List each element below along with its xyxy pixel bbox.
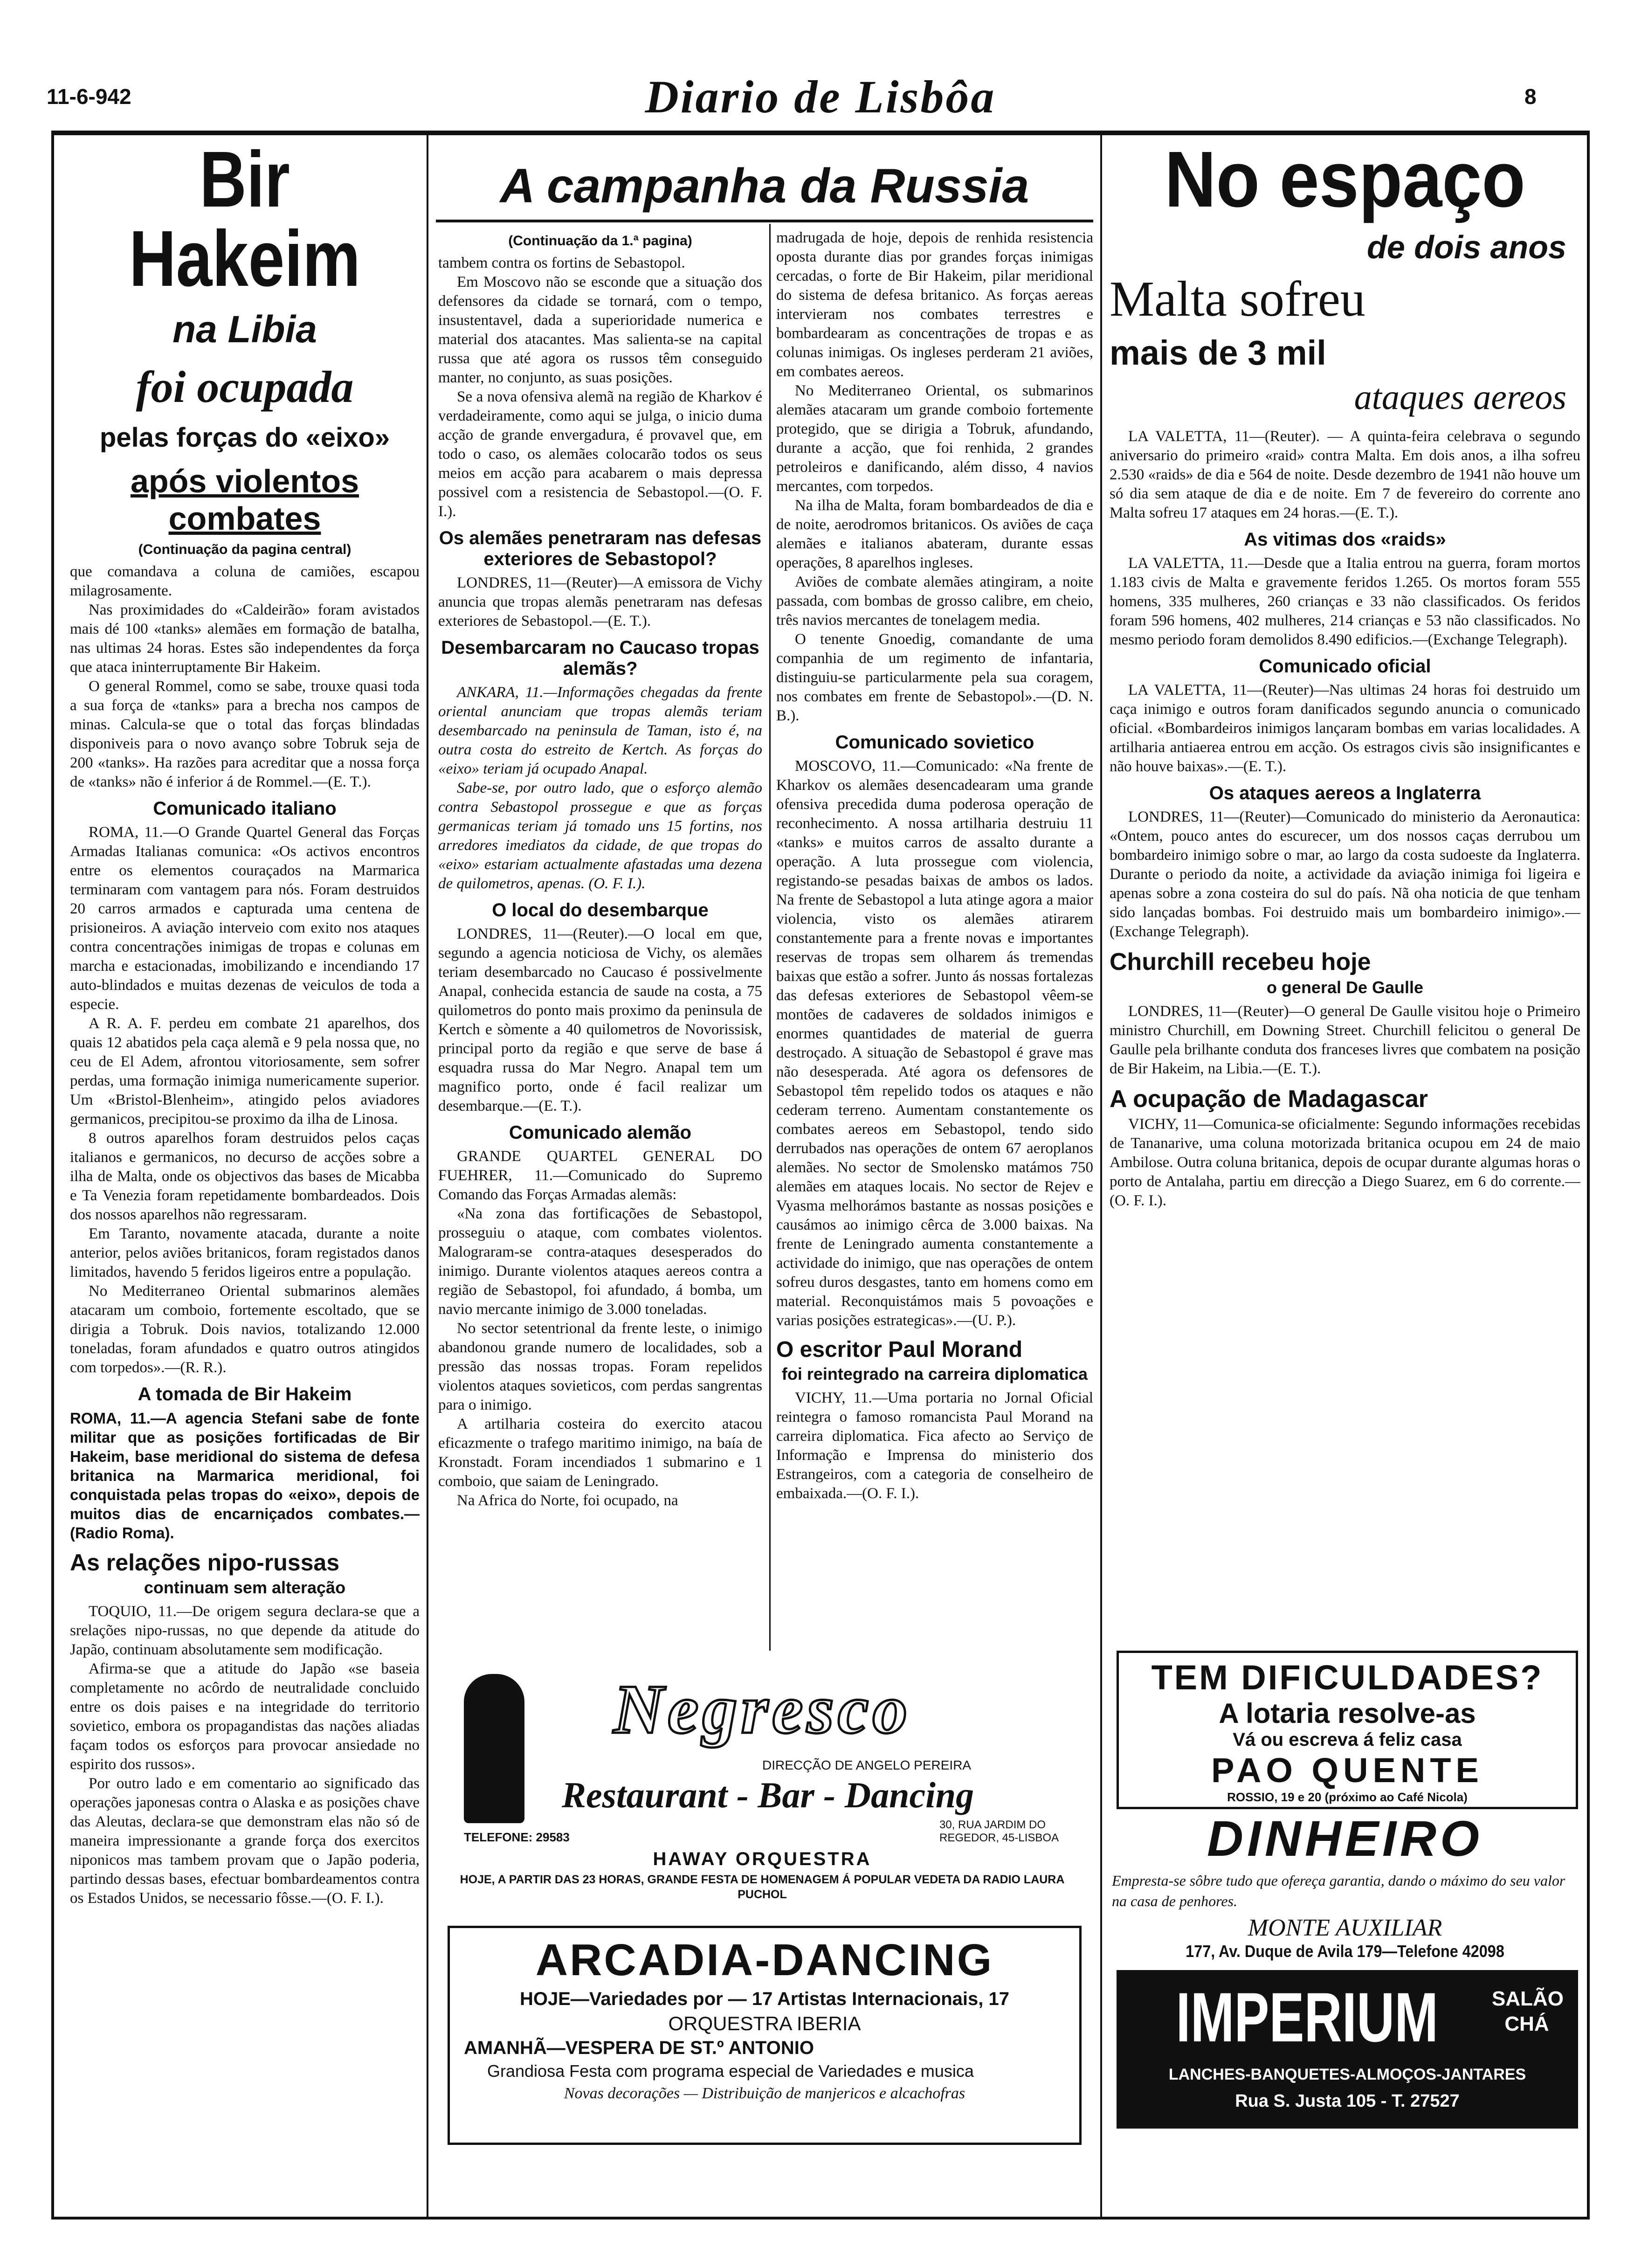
- right-border: [1587, 131, 1590, 2220]
- left-paragraph: Por outro lado e em comentario ao significado das operações japonesas contra o Alaska e as posições chave das Aleutas, declara-se que demonstram elas não só de maneira impressionante a grande força dos exercitos niponicos mas tambem provam que o Japão poderia, partindo dessas bases, efectuar bombardeamentos contra os Estados Unidos, se necessario fôsse.—(O. F. I.).: [70, 1775, 420, 1907]
- middle-paragraph: Em Moscovo não se esconde que a situação dos defensores da cidade se tornará, com o tempo, insustentavel, dada a superioridade numerica e material dos atacantes. Mas salienta-se na capital russa que até agora os russos têm conseguido manter, no conjunto, as suas posições.: [438, 274, 762, 386]
- middle-paragraph: O tenente Gnoedig, comandante de uma companhia de um regimento de infantaria, distinguiu-se particularmente pela sua coragem, nos combates em frente de Sebastopol».—(D. N. B.).: [776, 631, 1093, 724]
- middle-paragraph: Aviões de combate alemães atingiram, a noite passada, com bombas de grosso calibre, em cheio, três navios mercantes de tonelagem media.: [776, 574, 1093, 629]
- middle-subhead-sebastopol: Os alemães penetraram nas defesas exteriores de Sebastopol?: [439, 528, 762, 569]
- arcadia-line-4: Grandiosa Festa com programa especial de Variedades e musica: [487, 2061, 974, 2081]
- left-paragraph: No Mediterraneo Oriental submarinos alemães atacaram um comboio, fortemente escoltado, que se dirigia a Tobruk. Dois navios, totalizando 12.000 toneladas, foram afundados e quatro outros atingidos com torpedos».—(R. R.).: [70, 1283, 420, 1376]
- left-deck-1: na Libia: [172, 308, 317, 351]
- right-deck-4: ataques aereos: [1354, 378, 1566, 417]
- middle-paragraph: Se a nova ofensiva alemã na região de Kharkov é verdadeiramente, como aqui se julga, o inicio duma acção de grande envergadura, é provavel que, em todo o caso, os alemães colocarão todos os seus meios em acção para acabarem o mais depressa possivel com a resistencia de Sebastopol.—(O. F. I.).: [438, 388, 762, 520]
- left-subhead-italian: Comunicado italiano: [153, 798, 337, 819]
- left-deck-2: foi ocupada: [136, 362, 354, 412]
- right-headline: No espaço: [1165, 140, 1525, 224]
- imperium-line-1: LANCHES-BANQUETES-ALMOÇOS-JANTARES: [1168, 2066, 1526, 2083]
- right-subhead-inglaterra: Os ataques aereos a Inglaterra: [1209, 783, 1481, 803]
- left-continued-note: (Continuação da pagina central): [138, 542, 352, 557]
- middle-paragraph: A artilharia costeira do exercito atacou eficazmente o trafego maritimo inimigo, na baía de Kronstadt. Foram incendiados 1 submarino e 1 comboio, que saiam de Leningrado.: [438, 1416, 762, 1490]
- middle-subhead-sovietico: Comunicado sovietico: [835, 732, 1034, 753]
- negresco-event: HOJE, A PARTIR DAS 23 HORAS, GRANDE FESTA DE HOMENAGEM Á POPULAR VEDETA DA RADIO LAURA PUCHOL: [460, 1873, 1065, 1901]
- arcadia-title: ARCADIA-DANCING: [535, 1935, 994, 1985]
- right-subhead-vitimas: As vitimas dos «raids»: [1244, 529, 1446, 550]
- negresco-orchestra: HAWAY ORQUESTRA: [653, 1849, 872, 1869]
- left-paragraph: Em Taranto, novamente atacada, durante a noite anterior, pelos aviões britanicos, foram registados danos limitados, havendo 5 feridos ligeiros entre a população.: [70, 1225, 420, 1280]
- masthead: [0, 0, 1641, 126]
- middle-paragraph: Na ilha de Malta, foram bombardeados de dia e de noite, aerodromos britanicos. Os aviões de caça alemães e italianos abateram, durante essas operações, 8 aparelhos ingleses.: [776, 497, 1093, 571]
- negresco-figure: [464, 1674, 524, 1823]
- russia-banner: A campanha da Russia: [436, 159, 1093, 222]
- negresco-logo: Negresco: [613, 1671, 911, 1748]
- right-deck-1: de dois anos: [1367, 229, 1566, 265]
- middle-banner: [436, 159, 1093, 224]
- middle-paragraph: tambem contra os fortins de Sebastopol.: [438, 255, 685, 271]
- column-rule-1: [427, 135, 428, 2217]
- imperium-side: SALÃO CHÁ: [1492, 1987, 1564, 2035]
- lotaria-line-1: TEM DIFICULDADES?: [1151, 1658, 1544, 1697]
- left-paragraph: 8 outros aparelhos foram destruidos pelos caças italianos e germanicos, no decurso de acções sobre a ilha de Malta, onde os objectivos das bases de Micabba e Ta Venezia foram repetidamente bombardeados. Dois dos nossos aparelhos não regressaram.: [70, 1130, 420, 1223]
- right-paragraph: LA VALETTA, 11—(Reuter)—Nas ultimas 24 horas foi destruido um caça inimigo e outros foram danificados segundo anuncia o comunicado oficial. «Bombardeiros inimigos lançaram bombas em varias localidades. A artilharia antiaerea entrou em acção. Os estragos civis são insignificantes e não houve baixas».—(E. T.).: [1110, 682, 1580, 775]
- middle-column-a: [438, 228, 762, 1655]
- middle-paragraph: LONDRES, 11—(Reuter).—O local em que, segundo a agencia noticiosa de Vichy, os alemães teriam desembarcado no Caucaso é possivelmente Anapal, conhecida estancia de saude na costa, a 75 quilometros do ponto mais proximo da peninsula de Kertch e sòmente a 40 quilometros de Novorissisk, principal porto da região e que serve de base á esquadra russa do Mar Negro. Anapal tem um magnifico porto, onde é facil realizar um desembarque.—(E. T.).: [438, 926, 762, 1114]
- middle-paragraph: No Mediterraneo Oriental, os submarinos alemães atacaram um grande comboio fortemente protegido, que se dirigia a Tobruk, afundando, durante a acção, que foi renhida, 2 grandes petroleiros e danificando, além disso, 4 navios mercantes, com torpedos.: [776, 382, 1093, 495]
- left-paragraph: Afirma-se que a atitude do Japão «se baseia completamente no acôrdo de neutralidade concluido entre os dois paises e na integridade do territorio sovietico, embora os propagandistas das nações aliadas façam todos os esforços para provocar ansiedade no espirito dos russos».: [70, 1660, 420, 1773]
- left-column: [70, 140, 420, 2210]
- negresco-direction: DIRECÇÃO DE ANGELO PEREIRA: [762, 1758, 972, 1772]
- right-subhead-oficial: Comunicado oficial: [1259, 656, 1431, 677]
- right-paragraph: LONDRES, 11—(Reuter)—O general De Gaulle visitou hoje o Primeiro ministro Churchill, em Downing Street. Churchill felicitou o general De Gaulle pela brilhante conduta dos franceses livres que combatem na posição de Bir Hakeim, na Libia.—(E. T.).: [1110, 1003, 1580, 1077]
- arcadia-line-3: AMANHÃ—VESPERA DE ST.º ANTONIO: [464, 2038, 814, 2058]
- dinheiro-title: DINHEIRO: [1207, 1810, 1483, 1867]
- left-subhead-nipo-russas-deck: continuam sem alteração: [144, 1578, 346, 1597]
- imperium-name: IMPERIUM: [1176, 1978, 1438, 2056]
- column-rule-mid: [769, 224, 771, 1651]
- right-column: [1110, 140, 1580, 1632]
- lotaria-line-5: ROSSIO, 19 e 20 (próximo ao Café Nicola): [1227, 1790, 1468, 1804]
- dinheiro-ad: [1112, 1809, 1578, 1963]
- middle-column-b: [776, 228, 1093, 1655]
- top-rule: [51, 131, 1590, 135]
- imperium-line-2: Rua S. Justa 105 - T. 27527: [1235, 2091, 1460, 2111]
- dinheiro-name: MONTE AUXILIAR: [1248, 1915, 1442, 1941]
- dinheiro-text: Empresta-se sôbre tudo que ofereça garantia, dando o máximo do seu valor na casa de penhores.: [1112, 1872, 1565, 1909]
- right-deck-3: mais de 3 mil: [1110, 333, 1326, 372]
- issue-date: 11-6-942: [47, 84, 131, 109]
- newspaper-title: Diario de Lisbôa: [645, 71, 996, 123]
- middle-subhead-local: O local do desembarque: [492, 900, 709, 920]
- right-subhead-churchill: Churchill recebeu hoje: [1110, 948, 1371, 975]
- middle-paragraph: madrugada de hoje, depois de renhida resistencia oposta durante dias por grandes forças inimigas cercadas, o forte de Bir Hakeim, pilar meridional do sistema de defesa britanico. As forças aereas intervieram nos combates terrestres e bombardearam as concentrações de tropas e as colunas inimigas. Os ingleses perderam 21 aviões, em combates aereos.: [776, 229, 1093, 380]
- right-subhead-churchill-deck: o general De Gaulle: [1266, 978, 1424, 997]
- middle-paragraph: MOSCOVO, 11.—Comunicado: «Na frente de Kharkov os alemães desencadearam uma grande ofensiva precedida duma poderosa operação de reconhecimento. A nossa artilharia destruiu 11 «tanks» e muitos carros de assalto durante a operação. A luta prossegue com violencia, registando-se pesadas baixas de ambos os lados. Na frente de Sebastopol a luta atinge agora a maior violencia, visto os alemães atirarem constantemente para a frente novas e importantes reservas de tropas sem olharem ás tremendas baixas que estão a sofrer. Junto ás nossas fortalezas das defesas exteriores de Sebastopol vêem-se montões de cadaveres de soldados inimigos e enormes quantidades de material de guerra destroçado. A situação de Sebastopol é grave mas não desesperada. Até agora os defensores de Sebastopol têm repelido todos os ataques e não cederam terreno. Aumentam constantemente os combates aereos em Sebastopol, tendo sido derrubados nas operações de ontem 67 aeroplanos alemães. No sector de Smolensko matámos 750 alemães em ataques locais. No sector de Rejev e Vyasma melhorámos bastante as nossas posições e causámos ao inimigo cêrca de 3.000 baixas. Na frente de Leningrado aumenta constantemente a actividade do inimigo, que nas operações de ontem sofreu duros desgastes, tanto em homens como em material. Reconquistámos mais 5 povoações e varias posições estrategicas».—(U. P.).: [776, 758, 1093, 1329]
- page-number: 8: [1524, 84, 1537, 109]
- middle-paragraph: LONDRES, 11—(Reuter)—A emissora de Vichy anuncia que tropas alemãs penetraram nas defesas exteriores de Sebastopol.—(E. T.).: [438, 574, 762, 629]
- negresco-address: 30, RUA JARDIM DO REGEDOR, 45-LISBOA: [939, 1819, 1059, 1844]
- middle-subhead-morand-deck: foi reintegrado na carreira diplomatica: [781, 1364, 1088, 1383]
- middle-paragraph: GRANDE QUARTEL GENERAL DO FUEHRER, 11.—Comunicado do Supremo Comando das Forças Armadas alemãs:: [438, 1148, 762, 1203]
- right-paragraph: LA VALETTA, 11—(Reuter). — A quinta-feira celebrava o segundo aniversario do primeiro «raid» contra Malta. Em dois anos, a ilha sofreu 2.530 «raids» de dia e 564 de noite. Desde dezembro de 1941 não houve um só dia sem ataque de dia e de noite. Em 7 de fevereiro do corrente ano Malta sofreu 17 ataques em 24 horas.—(E. T.).: [1110, 428, 1580, 521]
- imperium-ad: [1117, 1970, 1578, 2129]
- left-deck-4: após violentos combates: [130, 463, 359, 537]
- left-headline: Bir Hakeim: [129, 140, 360, 303]
- middle-continued-note: (Continuação da 1.ª pagina): [508, 233, 692, 249]
- middle-paragraph: No sector setentrional da frente leste, o inimigo abandonou grande numero de localidades, sob a pressão das nossas tropas. Foram repelidos violentos ataques sovieticos, com perdas sangrentas para o inimigo.: [438, 1320, 762, 1413]
- negresco-ad: [436, 1665, 1089, 1902]
- lotaria-ad: [1117, 1651, 1578, 1809]
- left-subhead-bir-hakeim: A tomada de Bir Hakeim: [138, 1384, 352, 1404]
- arcadia-line-5: Novas decorações — Distribuição de manjericos e alcachofras: [564, 2085, 965, 2102]
- right-subhead-madagascar: A ocupação de Madagascar: [1110, 1086, 1428, 1113]
- right-paragraph: LONDRES, 11—(Reuter)—Comunicado do ministerio da Aeronautica: «Ontem, pouco antes do escurecer, um dos nossos caças derrubou um bombardeiro inimigo sobre o mar, ao largo da costa sudoeste da Inglaterra. Durante o periodo da noite, a actividade da aviação inimiga foi ligeira e apenas sobre a zona costeira do sul do país. Nã oha noticia de que tenham sido lançadas bombas. Foi destruido mais um bombardeiro inimigo».—(Exchange Telegraph).: [1110, 809, 1580, 940]
- arcadia-ad: [448, 1926, 1082, 2145]
- spacer: [1110, 418, 1580, 427]
- negresco-phone: TELEFONE: 29583: [464, 1830, 570, 1844]
- left-paragraph: A R. A. F. perdeu em combate 21 aparelhos, dos quais 12 abatidos pela caça alemã e 9 pela nossa que, no ceu de El Adem, afrontou vitoriosamente, sem sofrer perdas, uma formação inimiga numericamente superior. Um «Bristol-Blenheim», atingido pelos aviadores germanicos, precipitou-se proximo da ilha de Linosa.: [70, 1015, 420, 1127]
- left-bold-paragraph: ROMA, 11.—A agencia Stefani sabe de fonte militar que as posições fortificadas de Bir Hakeim, base meridional do sistema de defesa britanica na Marmarica meridional, foi conquistada pelas tropas do «eixo», depois de muitos dias de encarniçados combates.—(Radio Roma).: [70, 1410, 420, 1542]
- right-paragraph: LA VALETTA, 11.—Desde que a Italia entrou na guerra, foram mortos 1.183 civis de Malta e gravemente feridos 1.265. Os mortos foram 555 homens, 335 mulheres, 260 crianças e 33 não classificados. Os feridos foram 596 homens, 402 mulheres, 214 crianças e 53 não classificados. No mesmo periodo foram demolidos 8.490 edificios.—(Exchange Telegraph).: [1110, 555, 1580, 648]
- left-subhead-nipo-russas: As relações nipo-russas: [70, 1549, 340, 1576]
- middle-subhead-alemao: Comunicado alemão: [509, 1122, 692, 1143]
- middle-paragraph: Sabe-se, por outro lado, que o esforço alemão contra Sebastopol prossegue e que as forças germanicas teriam já tomado uns 15 fortins, nos arredores imediatos da cidade, de que tropas do «eixo» estariam actualmente afastadas uma dezena de quilometros, apenas. (O. F. I.).: [438, 780, 762, 892]
- left-border: [51, 131, 54, 2220]
- middle-paragraph: «Na zona das fortificações de Sebastopol, prosseguiu o ataque, com combates violentos. Malograram-se contra-ataques desesperados do inimigo. Durante violentos ataques aereos contra a região de Sebastopol, foi afundado, á bomba, um navio mercante inimigo de 3.000 toneladas.: [438, 1205, 762, 1318]
- arcadia-line-1: HOJE—Variedades por — 17 Artistas Internacionais, 17: [519, 1989, 1010, 2009]
- arcadia-line-2: ORQUESTRA IBERIA: [668, 2012, 861, 2034]
- middle-paragraph: Na Africa do Norte, foi ocupado, na: [457, 1492, 678, 1509]
- left-paragraph: que comandava a coluna de camiões, escapou milagrosamente.: [70, 563, 420, 599]
- right-paragraph: VICHY, 11—Comunica-se oficialmente: Segundo informações recebidas de Tananarive, uma coluna motorizada britanica ocupou em 24 de maio Ambilose. Outra coluna britanica, depois de ocupar durante algumas horas o porto de Antalaha, partiu em direcção a Diego Suarez, em 6 do corrente.—(O. F. I.).: [1110, 1116, 1580, 1209]
- negresco-tagline: Restaurant - Bar - Dancing: [562, 1775, 974, 1815]
- middle-paragraph: VICHY, 11.—Uma portaria no Jornal Oficial reintegra o famoso romancista Paul Morand na carreira diplomatica. Fica afecto ao Serviço de Informação e Imprensa do ministerio dos Estrangeiros, com a categoria de conselheiro de embaixada.—(O. F. I.).: [776, 1390, 1093, 1502]
- column-rule-2: [1100, 135, 1102, 2217]
- left-paragraph: O general Rommel, como se sabe, trouxe quasi toda a sua força de «tanks» para a brecha nos campos de minas. Calcula-se que o total das forças blindadas disponiveis para o novo avanço sobre Tobruk seja de 200 «tanks». Ha razões para acreditar que a nossa força de «tanks» não é inferior á de Rommel.—(E. T.).: [70, 678, 420, 790]
- dinheiro-address: 177, Av. Duque de Avila 179—Telefone 42098: [1186, 1942, 1504, 1961]
- lotaria-line-4: PAO QUENTE: [1211, 1751, 1483, 1790]
- middle-paragraph: ANKARA, 11.—Informações chegadas da frente oriental anunciam que tropas alemãs teriam desembarcado na peninsula de Taman, isto é, na outra costa do estreito de Kertch. As forças do «eixo» teriam já ocupado Anapal.: [438, 684, 762, 777]
- left-paragraph: Nas proximidades do «Caldeirão» foram avistados mais dé 100 «tanks» alemães em formação de batalha, nas ultimas 24 horas. Estes são independentes da força que ataca ininterruptamente Bir Hakeim.: [70, 602, 420, 676]
- right-deck-2: Malta sofreu: [1110, 271, 1365, 327]
- lotaria-line-2: A lotaria resolve-as: [1219, 1698, 1476, 1729]
- middle-subhead-morand: O escritor Paul Morand: [776, 1337, 1023, 1362]
- middle-subhead-caucaso: Desembarcaram no Caucaso tropas alemãs?: [441, 637, 759, 679]
- left-paragraph: TOQUIO, 11.—De origem segura declara-se que a srelações nipo-russas, no que depende da atitude do Japão, continuam absolutamente sem modificação.: [70, 1603, 420, 1658]
- lotaria-line-3: Vá ou escreva á feliz casa: [1233, 1729, 1462, 1750]
- left-paragraph: ROMA, 11.—O Grande Quartel General das Forças Armadas Italianas comunica: «Os activos encontros entre os elementos couraçados na Marmarica terminaram com vantagem para nós. Foram destruidos 20 carros armados e capturada uma centena de prisioneiros. A aviação interveio com exito nos ataques contra concentrações inimigas de tropas e colunas em marcha e estacionadas, imobilizando e incendiando 17 auto-blindados e muitas dezenas de veiculos de toda a especie.: [70, 824, 420, 1013]
- bottom-rule: [51, 2217, 1590, 2220]
- left-deck-3: pelas forças do «eixo»: [99, 422, 390, 453]
